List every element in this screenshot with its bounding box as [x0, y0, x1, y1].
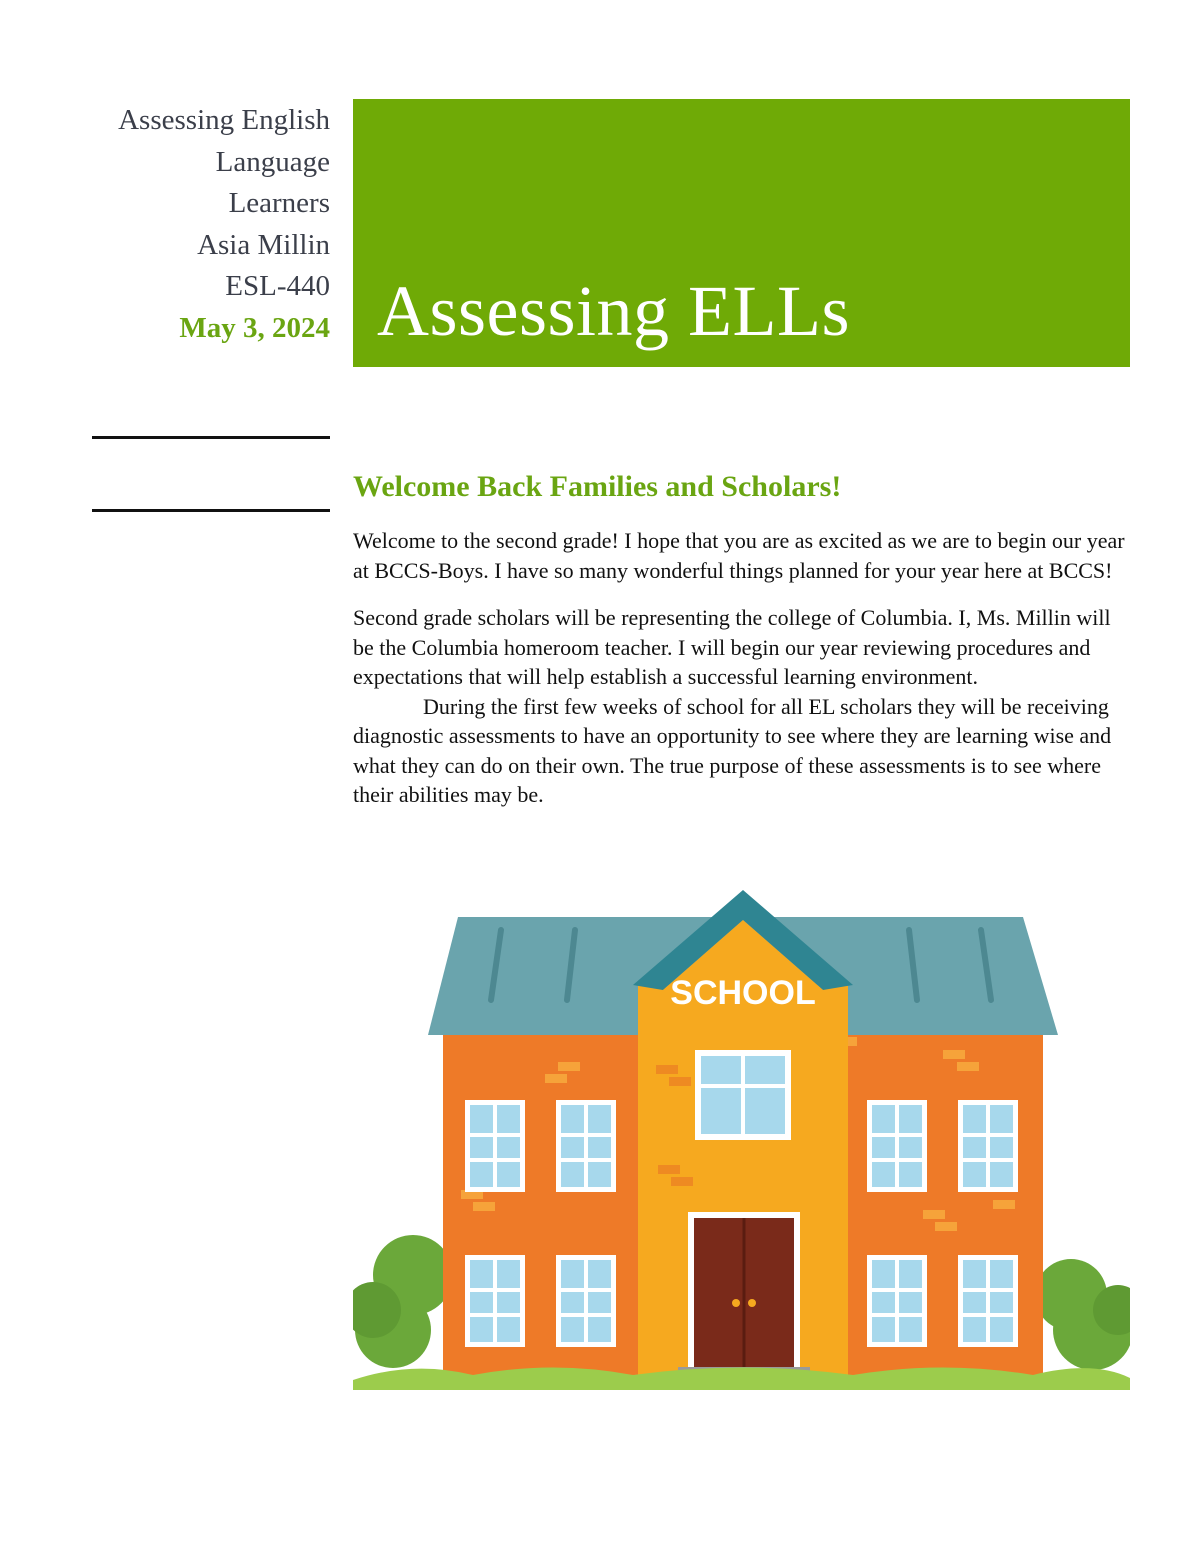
- paragraph-welcome: Welcome to the second grade! I hope that you are as excited as we are to begin our year at BCCS-Boys. I have so many wonderful things planned for your year here at BCCS!: [353, 528, 1125, 583]
- page-title: Assessing ELLs: [377, 271, 850, 351]
- course-code: ESL-440: [225, 270, 330, 302]
- course-title-line-3: Learners: [228, 187, 330, 219]
- paragraph-columbia: Second grade scholars will be representing the college of Columbia. I, Ms. Millin will be the Columbia homeroom teacher. I will begin our year reviewing procedures and expectations that will help establish a successful learning environment.: [353, 605, 1111, 689]
- sidebar-divider-bottom: [92, 509, 330, 512]
- author-name: Asia Millin: [197, 228, 330, 261]
- school-sign: SCHOOL: [670, 974, 816, 1012]
- publication-date: May 3, 2024: [179, 311, 330, 344]
- title-banner: [353, 99, 1130, 367]
- course-title-line-2: Language: [215, 145, 330, 178]
- bush-left: [353, 1235, 453, 1368]
- school-building-illustration: [353, 890, 1130, 1395]
- bush-right: [1035, 1259, 1130, 1370]
- paragraph-assessments: During the first few weeks of school for all EL scholars they will be receiving diagnostic assessments to have an opportunity to see where they are learning wise and what they can do on their own. The true purpose of these assessments is to see where their abilities may be.: [353, 693, 1112, 807]
- article-heading: Welcome Back Families and Scholars!: [353, 470, 842, 503]
- sidebar-divider-top: [92, 436, 330, 439]
- article: [353, 470, 1130, 810]
- sidebar-meta: [60, 100, 330, 349]
- course-title-line-1: Assessing English: [118, 104, 330, 136]
